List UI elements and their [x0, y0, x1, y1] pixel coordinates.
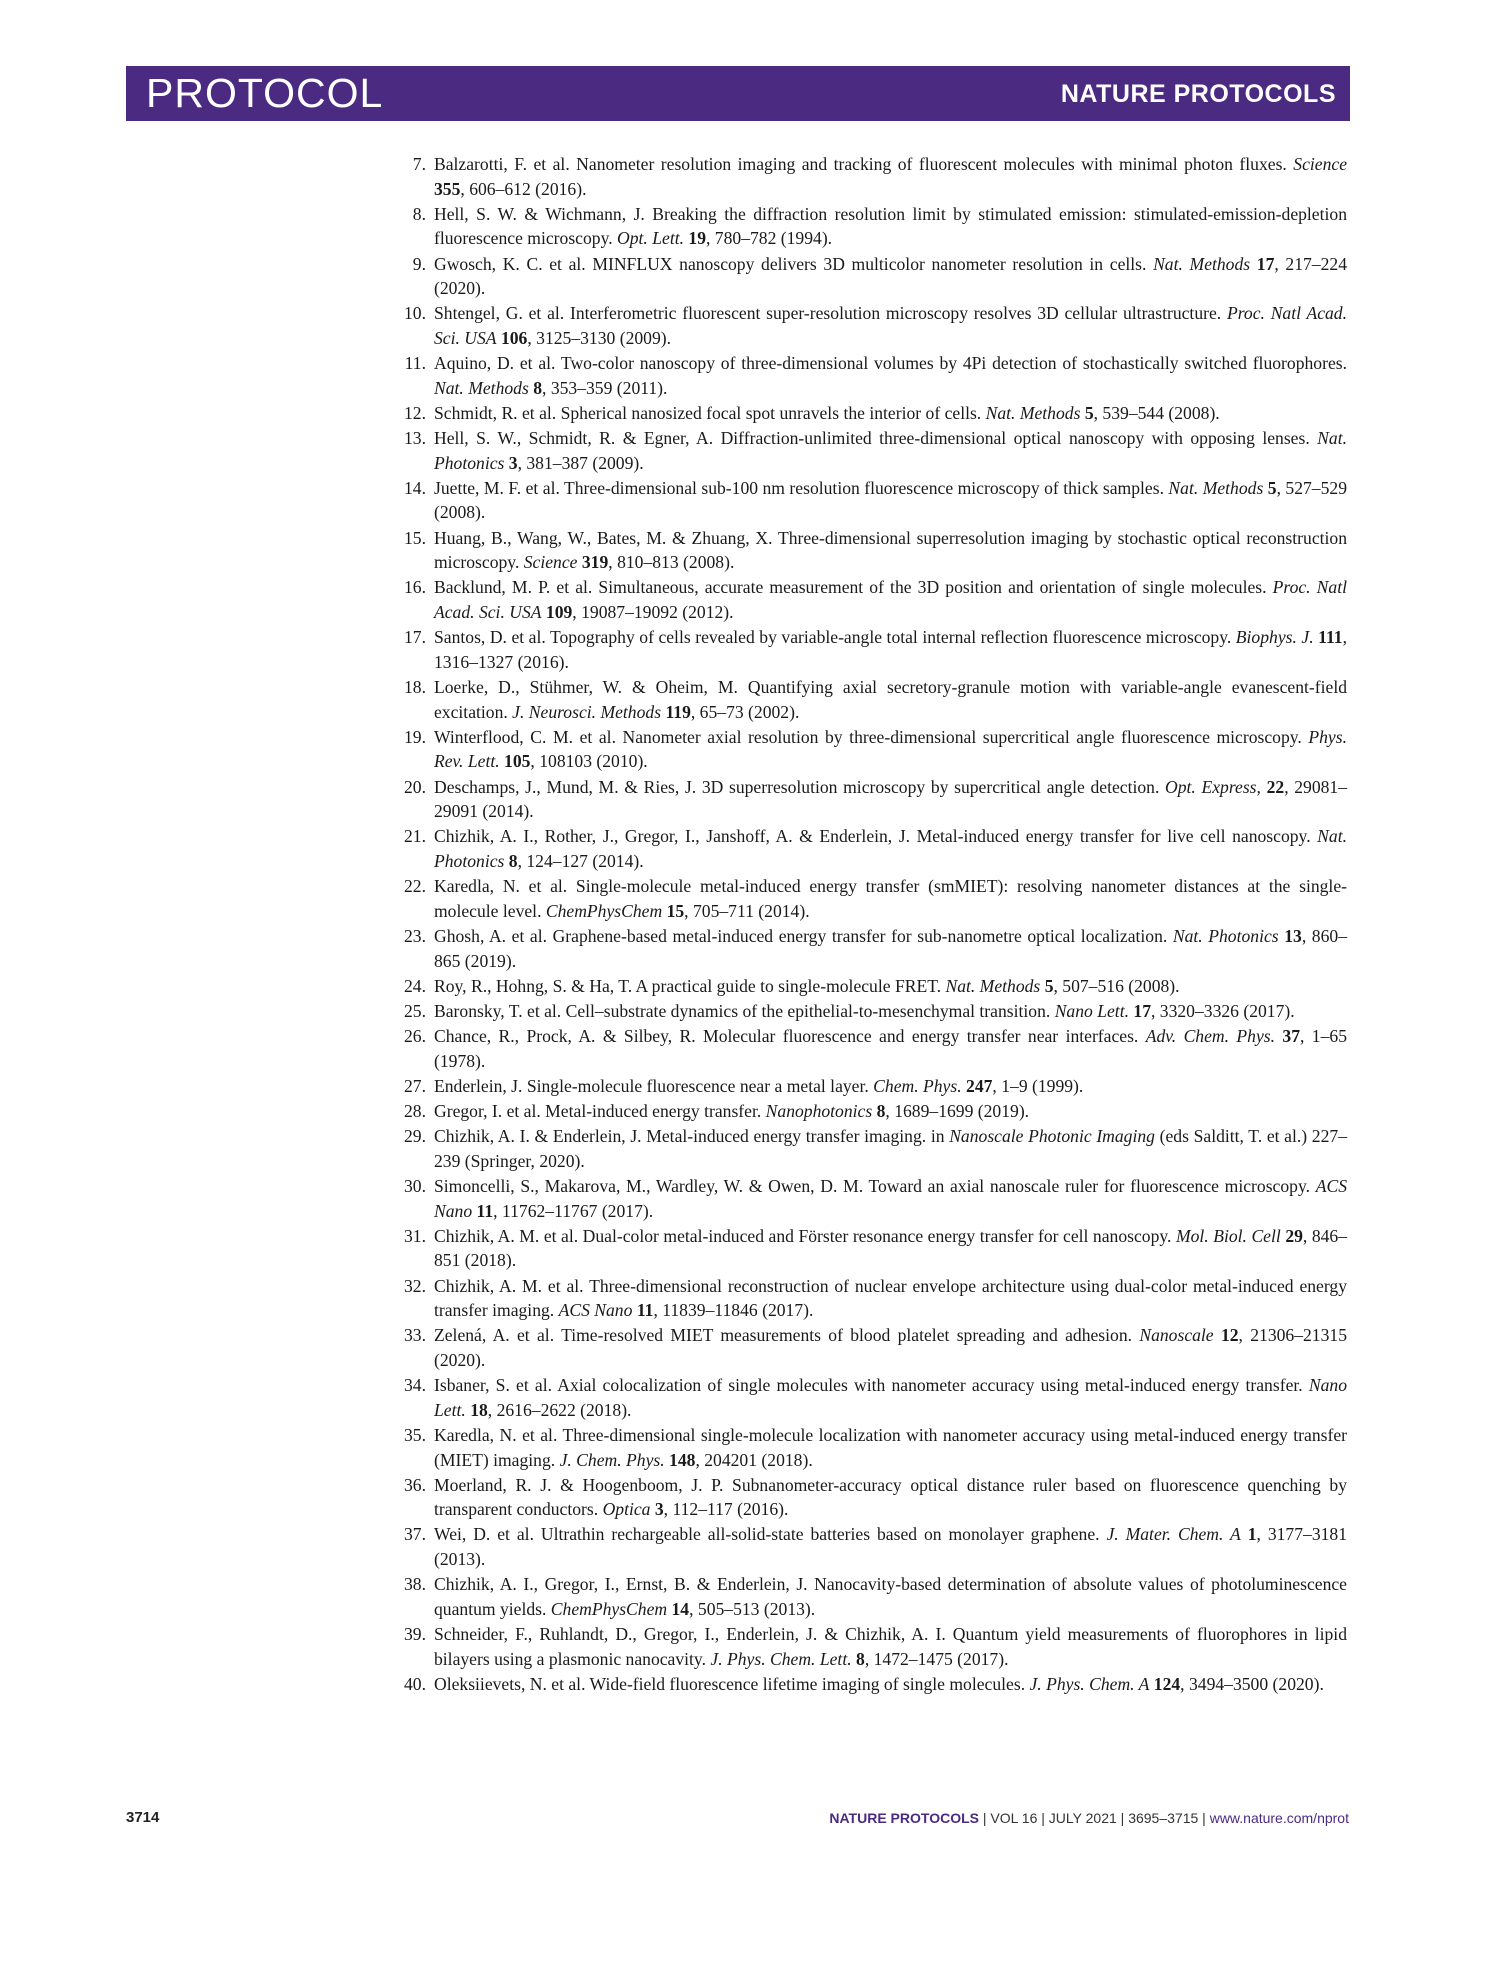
reference-number: 28.: [404, 1101, 426, 1122]
reference-volume: 3: [508, 452, 518, 473]
reference-text: Gwosch, K. C. et al. MINFLUX nanoscopy delivers 3D multicolor nanometer resolution in cells.: [434, 253, 1154, 274]
reference-text: Chance, R., Prock, A. & Silbey, R. Molecular fluorescence and energy transfer near interfaces.: [434, 1026, 1146, 1047]
reference-text: (eds Salditt, T. et al.) 227–239 (Springer, 2020).: [434, 1126, 1347, 1171]
reference-volume: 17: [1133, 1000, 1151, 1021]
reference-number: 34.: [404, 1375, 426, 1396]
reference-number: 30.: [404, 1176, 426, 1196]
reference-text: , 1–65 (1978).: [434, 1026, 1347, 1071]
reference-volume: 8: [508, 850, 518, 871]
reference-journal: ChemPhysChem: [545, 900, 663, 921]
reference-text: Chizhik, A. I., Rother, J., Gregor, I., Janshoff, A. & Enderlein, J. Metal-induced energy transfer for live cell nanoscopy.: [434, 826, 1318, 847]
reference-journal: Nano Lett.: [434, 1375, 1347, 1420]
reference-text: , 606–612 (2016).: [460, 178, 587, 199]
reference-item: [380, 675, 1347, 724]
reference-journal: Opt. Express,: [1165, 776, 1261, 797]
reference-volume: 11: [636, 1300, 654, 1321]
reference-text: Wei, D. et al. Ultrathin rechargeable all-solid-state batteries based on monolayer graphene.: [434, 1524, 1107, 1545]
reference-volume: 109: [545, 602, 573, 623]
reference-number: 26.: [404, 1026, 426, 1047]
footer-pages: 3695–3715: [1128, 1810, 1199, 1826]
reference-volume: 11: [476, 1200, 494, 1221]
reference-text: , 1–9 (1999).: [992, 1075, 1084, 1096]
reference-journal: ACS Nano: [434, 1176, 1347, 1221]
reference-volume: 13: [1284, 925, 1302, 946]
reference-volume: 111: [1318, 627, 1343, 648]
reference-item: [380, 575, 1347, 624]
reference-journal: Nat. Photonics: [434, 826, 1347, 871]
reference-item: [380, 426, 1347, 475]
reference-item: [380, 999, 1347, 1024]
reference-item: [380, 974, 1347, 999]
reference-text: Loerke, D., Stühmer, W. & Oheim, M. Quantifying axial secretory-granule motion with variable-angle evanescent-field excitation.: [434, 677, 1347, 722]
reference-item: [380, 1423, 1347, 1472]
reference-number: 11.: [404, 353, 426, 374]
page-number: 3714: [126, 1809, 160, 1826]
reference-text: , 507–516 (2008).: [1053, 975, 1180, 996]
reference-text: , 527–529 (2008).: [434, 477, 1347, 523]
reference-journal: Nat. Methods: [985, 402, 1081, 423]
reference-item: [380, 1672, 1347, 1697]
reference-item: [380, 1124, 1347, 1173]
reference-text: Balzarotti, F. et al. Nanometer resolution imaging and tracking of fluorescent molecules with minimal photon fluxes.: [434, 154, 1294, 174]
reference-journal: J. Mater. Chem. A: [1106, 1524, 1241, 1545]
reference-journal: J. Neurosci. Methods: [512, 701, 662, 722]
journal-label: NATURE PROTOCOLS: [1060, 80, 1336, 108]
reference-number: 7.: [412, 154, 426, 174]
reference-text: , 810–813 (2008).: [608, 552, 735, 573]
reference-item: [380, 725, 1347, 774]
reference-item: [380, 1099, 1347, 1124]
reference-journal: Optica: [602, 1499, 651, 1520]
reference-item: [380, 1174, 1347, 1223]
reference-journal: Nat. Methods: [945, 975, 1041, 996]
reference-text: , 381–387 (2009).: [517, 452, 644, 473]
reference-text: Enderlein, J. Single-molecule fluorescence near a metal layer.: [434, 1075, 874, 1096]
reference-number: 35.: [404, 1424, 426, 1445]
reference-volume: 247: [966, 1075, 993, 1096]
reference-item: [380, 526, 1347, 575]
reference-journal: Biophys. J.: [1235, 627, 1314, 648]
reference-number: 18.: [404, 677, 426, 697]
footer-citation: [829, 1810, 1349, 1826]
footer-separator: |: [978, 1810, 991, 1826]
reference-number: 10.: [404, 303, 426, 324]
reference-text: , 846–851 (2018).: [434, 1225, 1348, 1271]
reference-volume: 1: [1247, 1524, 1257, 1545]
reference-item: [380, 924, 1347, 973]
reference-volume: 148: [669, 1449, 696, 1470]
reference-text: Gregor, I. et al. Metal-induced energy transfer.: [434, 1101, 766, 1122]
reference-item: [380, 1323, 1347, 1372]
reference-text: Schmidt, R. et al. Spherical nanosized focal spot unravels the interior of cells.: [434, 402, 986, 423]
reference-volume: 355: [434, 178, 461, 199]
reference-number: 14.: [404, 477, 426, 498]
reference-journal: Nanoscale Photonic Imaging: [949, 1126, 1155, 1147]
reference-number: 25.: [404, 1000, 426, 1021]
reference-item: [380, 351, 1347, 400]
reference-number: 8.: [412, 203, 426, 224]
reference-text: Hell, S. W. & Wichmann, J. Breaking the diffraction resolution limit by stimulated emission: stimulated-emission-depletion fluorescence microscopy.: [434, 203, 1347, 249]
reference-volume: 3: [654, 1499, 664, 1520]
reference-number: 19.: [404, 726, 426, 747]
reference-journal: Mol. Biol. Cell: [1175, 1225, 1281, 1246]
reference-journal: Nat. Photonics: [434, 428, 1347, 473]
reference-number: 27.: [404, 1075, 426, 1096]
reference-text: Winterflood, C. M. et al. Nanometer axial resolution by three-dimensional supercritical angle fluorescence microscopy.: [434, 726, 1309, 747]
reference-text: , 505–513 (2013).: [689, 1598, 816, 1619]
footer-separator: |: [1116, 1810, 1129, 1826]
reference-text: , 3494–3500 (2020).: [1180, 1673, 1324, 1694]
reference-number: 40.: [404, 1673, 426, 1694]
reference-journal: Nat. Photonics: [1172, 925, 1279, 946]
reference-text: Backlund, M. P. et al. Simultaneous, accurate measurement of the 3D position and orientation of single molecules.: [434, 577, 1273, 598]
reference-item: [380, 1572, 1347, 1621]
reference-number: 15.: [404, 527, 426, 548]
reference-text: Chizhik, A. I. & Enderlein, J. Metal-induced energy transfer imaging. in: [434, 1126, 950, 1147]
reference-text: , 3177–3181 (2013).: [434, 1524, 1348, 1570]
reference-text: Ghosh, A. et al. Graphene-based metal-induced energy transfer for sub-nanometre optical localization.: [434, 925, 1173, 946]
reference-text: , 124–127 (2014).: [517, 850, 644, 871]
section-label: PROTOCOL: [146, 70, 384, 116]
reference-text: Isbaner, S. et al. Axial colocalization of single molecules with nanometer accuracy using metal-induced energy transfer.: [434, 1375, 1309, 1396]
reference-text: , 29081–29091 (2014).: [434, 776, 1348, 822]
reference-text: Oleksiievets, N. et al. Wide-field fluorescence lifetime imaging of single molecules.: [434, 1673, 1030, 1694]
reference-text: , 860–865 (2019).: [434, 925, 1347, 971]
reference-text: Juette, M. F. et al. Three-dimensional sub-100 nm resolution fluorescence microscopy of thick samples.: [434, 477, 1169, 498]
reference-text: , 3320–3326 (2017).: [1150, 1000, 1295, 1021]
reference-text: , 539–544 (2008).: [1093, 402, 1220, 423]
reference-item: [380, 476, 1347, 525]
reference-volume: 319: [581, 552, 609, 573]
reference-text: , 19087–19092 (2012).: [572, 602, 734, 623]
reference-item: [380, 252, 1347, 301]
reference-text: , 112–117 (2016).: [663, 1499, 789, 1520]
reference-text: [1214, 1325, 1221, 1345]
reference-number: 21.: [404, 826, 426, 847]
reference-volume: 29: [1285, 1225, 1303, 1246]
reference-volume: 15: [666, 900, 685, 921]
reference-number: 37.: [404, 1524, 426, 1545]
reference-item: [380, 625, 1347, 674]
reference-journal: Nano Lett.: [1054, 1000, 1129, 1021]
reference-item: [380, 1622, 1347, 1671]
reference-number: 12.: [404, 402, 426, 423]
reference-text: , 1316–1327 (2016).: [434, 627, 1347, 672]
reference-volume: 8: [856, 1648, 865, 1669]
reference-item: [380, 1522, 1347, 1571]
reference-journal: Nanophotonics: [765, 1101, 873, 1122]
reference-journal: J. Chem. Phys.: [559, 1449, 665, 1470]
reference-volume: 22: [1266, 776, 1285, 797]
reference-text: Chizhik, A. I., Gregor, I., Ernst, B. & Enderlein, J. Nanocavity-based determination of absolute values of photoluminescence quantum yields.: [434, 1574, 1347, 1619]
reference-text: , 3125–3130 (2009).: [527, 327, 672, 348]
reference-text: Zelená, A. et al. Time-resolved MIET measurements of blood platelet spreading and adhesion.: [434, 1325, 1140, 1346]
reference-volume: 5: [1044, 975, 1054, 996]
reference-volume: 8: [533, 377, 543, 398]
reference-item: [380, 401, 1347, 426]
reference-text: , 65–73 (2002).: [690, 701, 800, 722]
reference-journal: Science: [523, 552, 578, 573]
header-bar: [126, 66, 1350, 121]
reference-text: [1241, 1524, 1248, 1544]
reference-number: 17.: [404, 627, 426, 648]
reference-text: , 11762–11767 (2017).: [493, 1200, 654, 1221]
footer-journal: NATURE PROTOCOLS: [829, 1810, 979, 1826]
reference-text: , 705–711 (2014).: [684, 900, 810, 921]
reference-text: Chizhik, A. M. et al. Three-dimensional reconstruction of nuclear envelope architecture using dual-color metal-induced energy transfer imaging.: [434, 1275, 1347, 1321]
reference-journal: Nat. Methods: [434, 377, 529, 398]
reference-number: 36.: [404, 1474, 426, 1495]
reference-item: [380, 1373, 1347, 1422]
reference-number: 32.: [404, 1275, 426, 1296]
reference-volume: 124: [1153, 1673, 1181, 1694]
reference-item: [380, 202, 1347, 251]
reference-volume: 19: [688, 228, 706, 249]
reference-text: , 780–782 (1994).: [706, 228, 833, 249]
reference-item: [380, 301, 1347, 350]
reference-number: 20.: [404, 776, 426, 797]
reference-text: Deschamps, J., Mund, M. & Ries, J. 3D superresolution microscopy by supercritical angle detection.: [434, 776, 1166, 797]
reference-number: 9.: [412, 253, 426, 274]
reference-volume: 8: [876, 1101, 886, 1122]
reference-text: , 217–224 (2020).: [434, 253, 1348, 299]
reference-text: Schneider, F., Ruhlandt, D., Gregor, I., Enderlein, J. & Chizhik, A. I. Quantum yield measurements of fluorophores in lipid bilayers using a plasmonic nanocavity.: [434, 1624, 1347, 1669]
reference-volume: 5: [1084, 402, 1094, 423]
reference-journal: Opt. Lett.: [617, 228, 684, 249]
reference-item: [380, 824, 1347, 873]
reference-volume: 18: [470, 1399, 488, 1420]
reference-volume: 119: [665, 701, 691, 722]
reference-journal: Chem. Phys.: [873, 1075, 962, 1096]
reference-text: Roy, R., Hohng, S. & Ha, T. A practical guide to single-molecule FRET.: [434, 975, 946, 996]
reference-number: 24.: [404, 975, 426, 996]
reference-number: 22.: [404, 876, 426, 897]
reference-volume: 12: [1220, 1325, 1239, 1346]
reference-number: 29.: [404, 1126, 426, 1147]
reference-text: Aquino, D. et al. Two-color nanoscopy of three-dimensional volumes by 4Pi detection of stochastically switched fluorophores.: [434, 353, 1347, 374]
reference-text: , 108103 (2010).: [530, 751, 648, 772]
reference-item: [380, 152, 1347, 201]
reference-text: Karedla, N. et al. Three-dimensional single-molecule localization with nanometer accuracy using metal-induced energy transfer (MIET) imaging.: [434, 1424, 1347, 1470]
footer-separator: |: [1198, 1810, 1210, 1826]
reference-number: 13.: [404, 428, 426, 449]
reference-text: Simoncelli, S., Makarova, M., Wardley, W. & Owen, D. M. Toward an axial nanoscale ruler for fluorescence microscopy.: [434, 1176, 1316, 1196]
reference-journal: Nanoscale: [1139, 1325, 1214, 1346]
reference-volume: 105: [504, 751, 531, 772]
reference-number: 38.: [404, 1574, 426, 1595]
reference-number: 33.: [404, 1325, 426, 1346]
reference-volume: 14: [671, 1598, 690, 1619]
reference-journal: Proc. Natl Acad. Sci. USA: [434, 303, 1348, 348]
reference-item: [380, 874, 1347, 923]
reference-volume: 106: [500, 327, 528, 348]
reference-journal: Science: [1293, 154, 1347, 174]
reference-number: 39.: [404, 1624, 426, 1645]
reference-item: [380, 1074, 1347, 1099]
footer-separator: |: [1037, 1810, 1049, 1826]
reference-item: [380, 1024, 1347, 1073]
reference-text: [1250, 254, 1257, 274]
reference-journal: Nat. Methods: [1168, 477, 1264, 498]
reference-journal: J. Phys. Chem. A: [1029, 1673, 1150, 1694]
reference-text: Hell, S. W., Schmidt, R. & Egner, A. Diffraction-unlimited three-dimensional optical nanoscopy with opposing lenses.: [434, 428, 1318, 449]
reference-item: [380, 1224, 1347, 1273]
reference-journal: J. Phys. Chem. Lett.: [710, 1648, 852, 1669]
reference-number: 16.: [404, 577, 426, 598]
reference-journal: ACS Nano: [558, 1300, 633, 1321]
reference-journal: Phys. Rev. Lett.: [434, 726, 1347, 772]
reference-journal: Nat. Methods: [1153, 253, 1251, 274]
reference-text: Shtengel, G. et al. Interferometric fluorescent super-resolution microscopy resolves 3D cellular ultrastructure.: [434, 303, 1227, 324]
reference-item: [380, 1473, 1347, 1522]
footer-date: JULY 2021: [1048, 1810, 1117, 1826]
reference-journal: Proc. Natl Acad. Sci. USA: [434, 577, 1347, 623]
reference-journal: ChemPhysChem: [550, 1598, 668, 1619]
reference-volume: 17: [1256, 253, 1275, 274]
reference-text: Karedla, N. et al. Single-molecule metal-induced energy transfer (smMIET): resolving nanometer distances at the single-molecule level.: [434, 876, 1347, 921]
reference-number: 31.: [404, 1225, 426, 1246]
reference-list: [380, 152, 1347, 1697]
reference-text: , 21306–21315 (2020).: [434, 1325, 1347, 1370]
reference-item: [380, 775, 1347, 824]
footer-url[interactable]: www.nature.com/nprot: [1209, 1810, 1349, 1826]
reference-volume: 37: [1282, 1026, 1301, 1047]
reference-text: Santos, D. et al. Topography of cells revealed by variable-angle total internal reflection fluorescence microscopy.: [434, 627, 1236, 648]
reference-text: , 353–359 (2011).: [542, 377, 668, 398]
reference-text: , 1472–1475 (2017).: [864, 1648, 1009, 1669]
reference-text: , 204201 (2018).: [695, 1449, 813, 1470]
reference-number: 23.: [404, 925, 426, 946]
reference-text: Baronsky, T. et al. Cell–substrate dynamics of the epithelial-to-mesenchymal transition.: [434, 1000, 1055, 1021]
reference-text: , 2616–2622 (2018).: [487, 1399, 632, 1420]
reference-text: Chizhik, A. M. et al. Dual-color metal-induced and Förster resonance energy transfer for cell nanoscopy.: [434, 1225, 1176, 1246]
reference-volume: 5: [1267, 477, 1277, 498]
reference-text: , 1689–1699 (2019).: [885, 1101, 1030, 1122]
reference-text: Moerland, R. J. & Hoogenboom, J. P. Subnanometer-accuracy optical distance ruler based on fluorescence quenching by transparent conductors.: [434, 1474, 1347, 1520]
footer-volume: VOL 16: [990, 1810, 1038, 1826]
reference-text: Huang, B., Wang, W., Bates, M. & Zhuang, X. Three-dimensional superresolution imaging by stochastic optical reconstruction microscopy.: [434, 527, 1347, 573]
reference-text: , 11839–11846 (2017).: [653, 1300, 814, 1321]
reference-item: [380, 1274, 1347, 1323]
reference-journal: Adv. Chem. Phys.: [1145, 1026, 1276, 1047]
